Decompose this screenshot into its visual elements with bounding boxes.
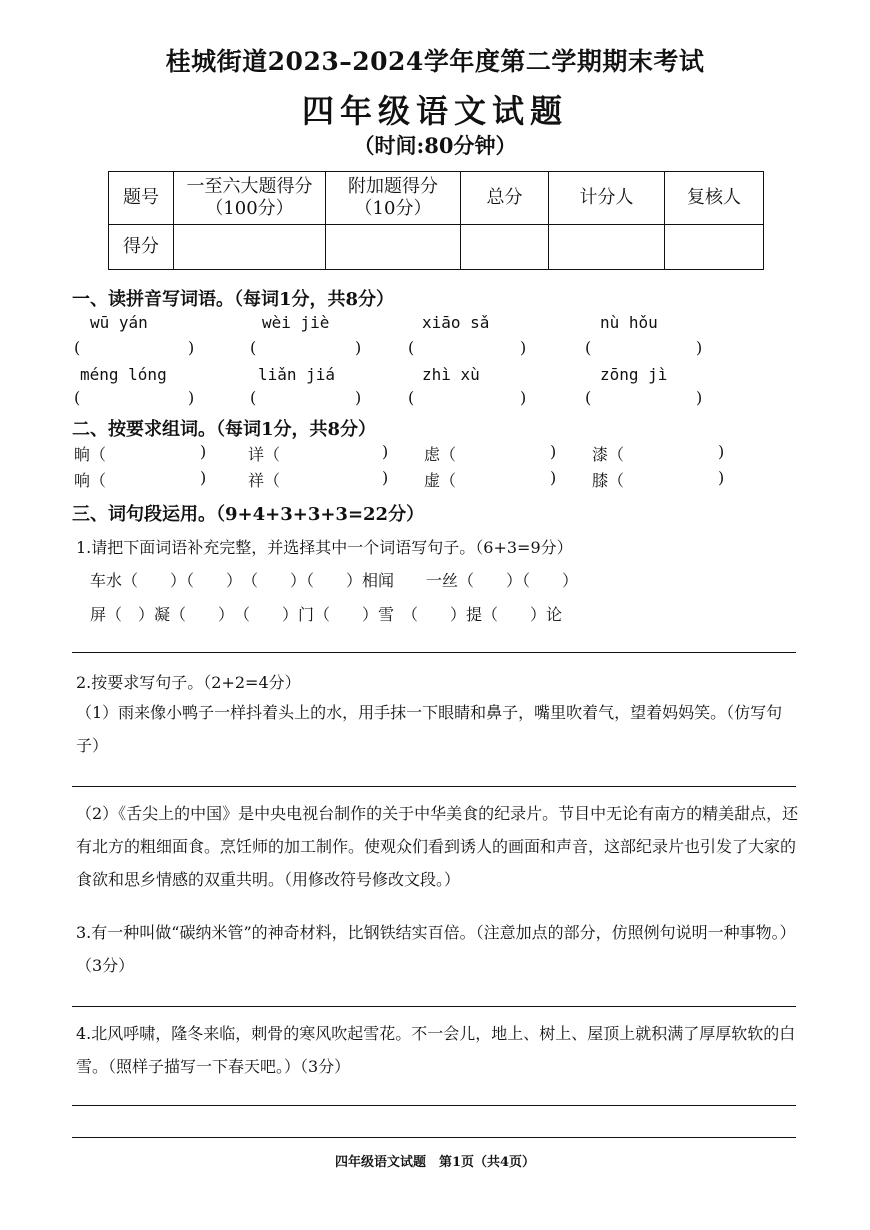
- exam-time: （时间:80分钟）: [353, 133, 517, 158]
- answer-paren-close: ): [520, 338, 527, 357]
- answer-paren-close: ): [355, 338, 362, 357]
- question-2: 2.按要求写句子。（2+2=4分）: [76, 673, 301, 692]
- score-header-cell: 复核人: [665, 172, 764, 225]
- idiom-row: 屏（ ）凝（ ） （ ）门（ ）雪 （ ）提（ ）论: [90, 605, 563, 624]
- answer-paren-open: (: [585, 388, 592, 407]
- score-table: [108, 171, 764, 270]
- answer-paren-close: ): [382, 468, 389, 487]
- idiom-row: 车水（ ）（ ） （ ）（ ）相闻 一丝（ ）（ ）: [90, 571, 579, 590]
- pinyin: wèi jiè: [262, 313, 330, 332]
- pinyin: liǎn jiá: [258, 365, 336, 384]
- answer-paren-open: (: [74, 388, 81, 407]
- score-cell[interactable]: [174, 225, 326, 270]
- score-table-header-row: [109, 172, 764, 225]
- question-2-2: （2）《舌尖上的中国》是中央电视台制作的关于中华美食的纪录片。节目中无论有南方的精美甜点，还有北方的粗细面食。烹饪师的加工制作。使观众们看到诱人的画面和声音，这部纪录片也引发了大家的食欲和思乡情感的双重共明。（用修改符号修改文段。）: [76, 804, 799, 889]
- answer-paren-close: ): [188, 338, 195, 357]
- score-cell[interactable]: [326, 225, 461, 270]
- section1-heading: 一、读拼音写词语。（每词1分，共8分）: [72, 289, 395, 310]
- answer-paren-open: (: [250, 388, 257, 407]
- score-cell[interactable]: [461, 225, 549, 270]
- answer-paren-close: ): [550, 468, 557, 487]
- answer-paren-close: ): [200, 468, 207, 487]
- question-4: 4.北风呼啸，隆冬来临，刺骨的寒风吹起雪花。不一会儿，地上、树上、屋顶上就积满了厚厚软软的白雪。（照样子描写一下春天吧。）（3分）: [76, 1024, 796, 1076]
- score-cell[interactable]: [549, 225, 665, 270]
- word-stem: 虚（: [424, 471, 457, 490]
- exam-title: 桂城街道2023–2024学年度第二学期期末考试: [165, 47, 705, 76]
- answer-line[interactable]: [72, 1105, 796, 1106]
- answer-line[interactable]: [72, 786, 796, 787]
- pinyin: zhì xù: [422, 365, 480, 384]
- word-stem: 膝（: [592, 471, 625, 490]
- answer-paren-open: (: [408, 388, 415, 407]
- answer-paren-close: ): [696, 388, 703, 407]
- score-header-cell: 一至六大题得分（100分）: [174, 172, 326, 225]
- answer-paren-open: (: [250, 338, 257, 357]
- score-header-cell: 总分: [461, 172, 549, 225]
- word-stem: 祥（: [248, 471, 281, 490]
- score-table-value-row: [109, 225, 764, 270]
- section3-heading: 三、词句段运用。（9+4+3+3+3=22分）: [72, 504, 425, 525]
- answer-paren-open: (: [408, 338, 415, 357]
- word-stem: 晌（: [74, 445, 107, 464]
- score-cell[interactable]: [665, 225, 764, 270]
- answer-paren-open: (: [585, 338, 592, 357]
- exam-subtitle: 四年级语文试题: [301, 92, 568, 130]
- answer-line[interactable]: [72, 652, 796, 653]
- pinyin: nù hǒu: [600, 313, 658, 332]
- score-row-label: 得分: [109, 225, 174, 270]
- pinyin: xiāo sǎ: [422, 313, 490, 332]
- word-stem: 漆（: [592, 445, 625, 464]
- answer-paren-open: (: [74, 338, 81, 357]
- pinyin: méng lóng: [80, 365, 167, 384]
- question-1: 1.请把下面词语补充完整，并选择其中一个词语写句子。（6+3=9分）: [76, 538, 573, 557]
- answer-paren-close: ): [382, 442, 389, 461]
- answer-paren-close: ): [718, 468, 725, 487]
- answer-paren-close: ): [520, 388, 527, 407]
- score-header-cell: 题号: [109, 172, 174, 225]
- answer-line[interactable]: [72, 1006, 796, 1007]
- answer-paren-close: ): [200, 442, 207, 461]
- pinyin: zōng jì: [600, 365, 668, 384]
- section2-heading: 二、按要求组词。（每词1分，共8分）: [72, 419, 377, 440]
- answer-paren-close: ): [188, 388, 195, 407]
- answer-paren-close: ): [696, 338, 703, 357]
- word-stem: 虑（: [424, 445, 457, 464]
- answer-line[interactable]: [72, 1137, 796, 1138]
- page-footer: 四年级语文试题 第1页（共4页）: [334, 1155, 536, 1170]
- question-3: 3.有一种叫做“碳纳米管”的神奇材料，比钢铁结实百倍。（注意加点的部分，仿照例句说明一种事物。）（3分）: [76, 923, 796, 975]
- answer-paren-close: ): [355, 388, 362, 407]
- score-header-cell: 计分人: [549, 172, 665, 225]
- score-header-cell: 附加题得分（10分）: [326, 172, 461, 225]
- word-stem: 详（: [248, 445, 281, 464]
- question-2-1: （1）雨来像小鸭子一样抖着头上的水，用手抹一下眼睛和鼻子，嘴里吹着气，望着妈妈笑。（仿写句子）: [76, 703, 783, 755]
- pinyin: wū yán: [90, 313, 148, 332]
- answer-paren-close: ): [718, 442, 725, 461]
- word-stem: 响（: [74, 471, 107, 490]
- answer-paren-close: ): [550, 442, 557, 461]
